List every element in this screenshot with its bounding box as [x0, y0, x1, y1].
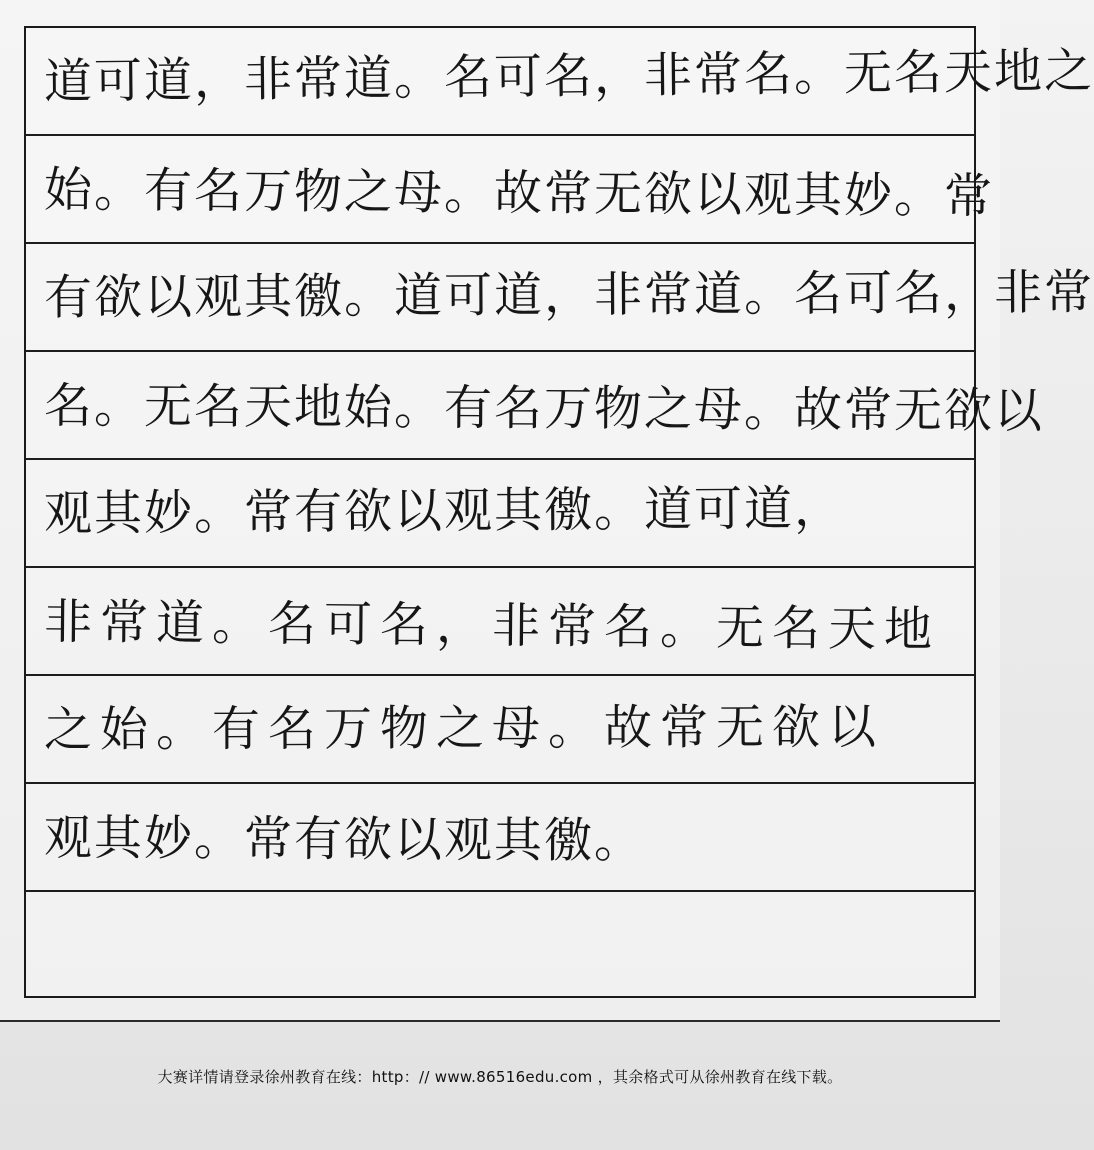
- writing-row: [26, 784, 974, 892]
- writing-row: [26, 136, 995, 244]
- writing-row-empty: [26, 892, 974, 996]
- writing-grid: [24, 26, 1094, 998]
- footer-note: 大赛详情请登录徐州教育在线：http：// www.86516edu.com ，其余格式可从徐州教育在线下载。: [157, 1068, 843, 1086]
- handwritten-line-6: 非常道。名可名，非常名。无名天地: [43, 594, 941, 658]
- handwritten-line-9: [44, 914, 964, 978]
- writing-row: [26, 676, 974, 784]
- writing-row: [26, 352, 1045, 460]
- writing-row: [26, 460, 974, 568]
- writing-row: [26, 28, 1094, 136]
- handwritten-line-5: 观其妙。常有欲以观其徼。道可道，: [43, 480, 845, 542]
- handwritten-line-8: 观其妙。常有欲以观其徼。: [43, 810, 645, 870]
- handwritten-line-2: 始。有名万物之母。故常无欲以观其妙。常: [43, 162, 995, 225]
- handwritten-line-3: 有欲以观其徼。道可道，非常道。名可名，非常: [43, 264, 1094, 326]
- handwritten-line-1: 道可道，非常道。名可名，非常名。无名天地之: [43, 43, 1094, 110]
- writing-row: [26, 568, 974, 676]
- handwritten-line-4: 名。无名天地始。有名万物之母。故常无欲以: [43, 378, 1045, 440]
- handwritten-line-7: 之始。有名万物之母。故常无欲以: [43, 699, 885, 758]
- writing-row: [26, 244, 1094, 352]
